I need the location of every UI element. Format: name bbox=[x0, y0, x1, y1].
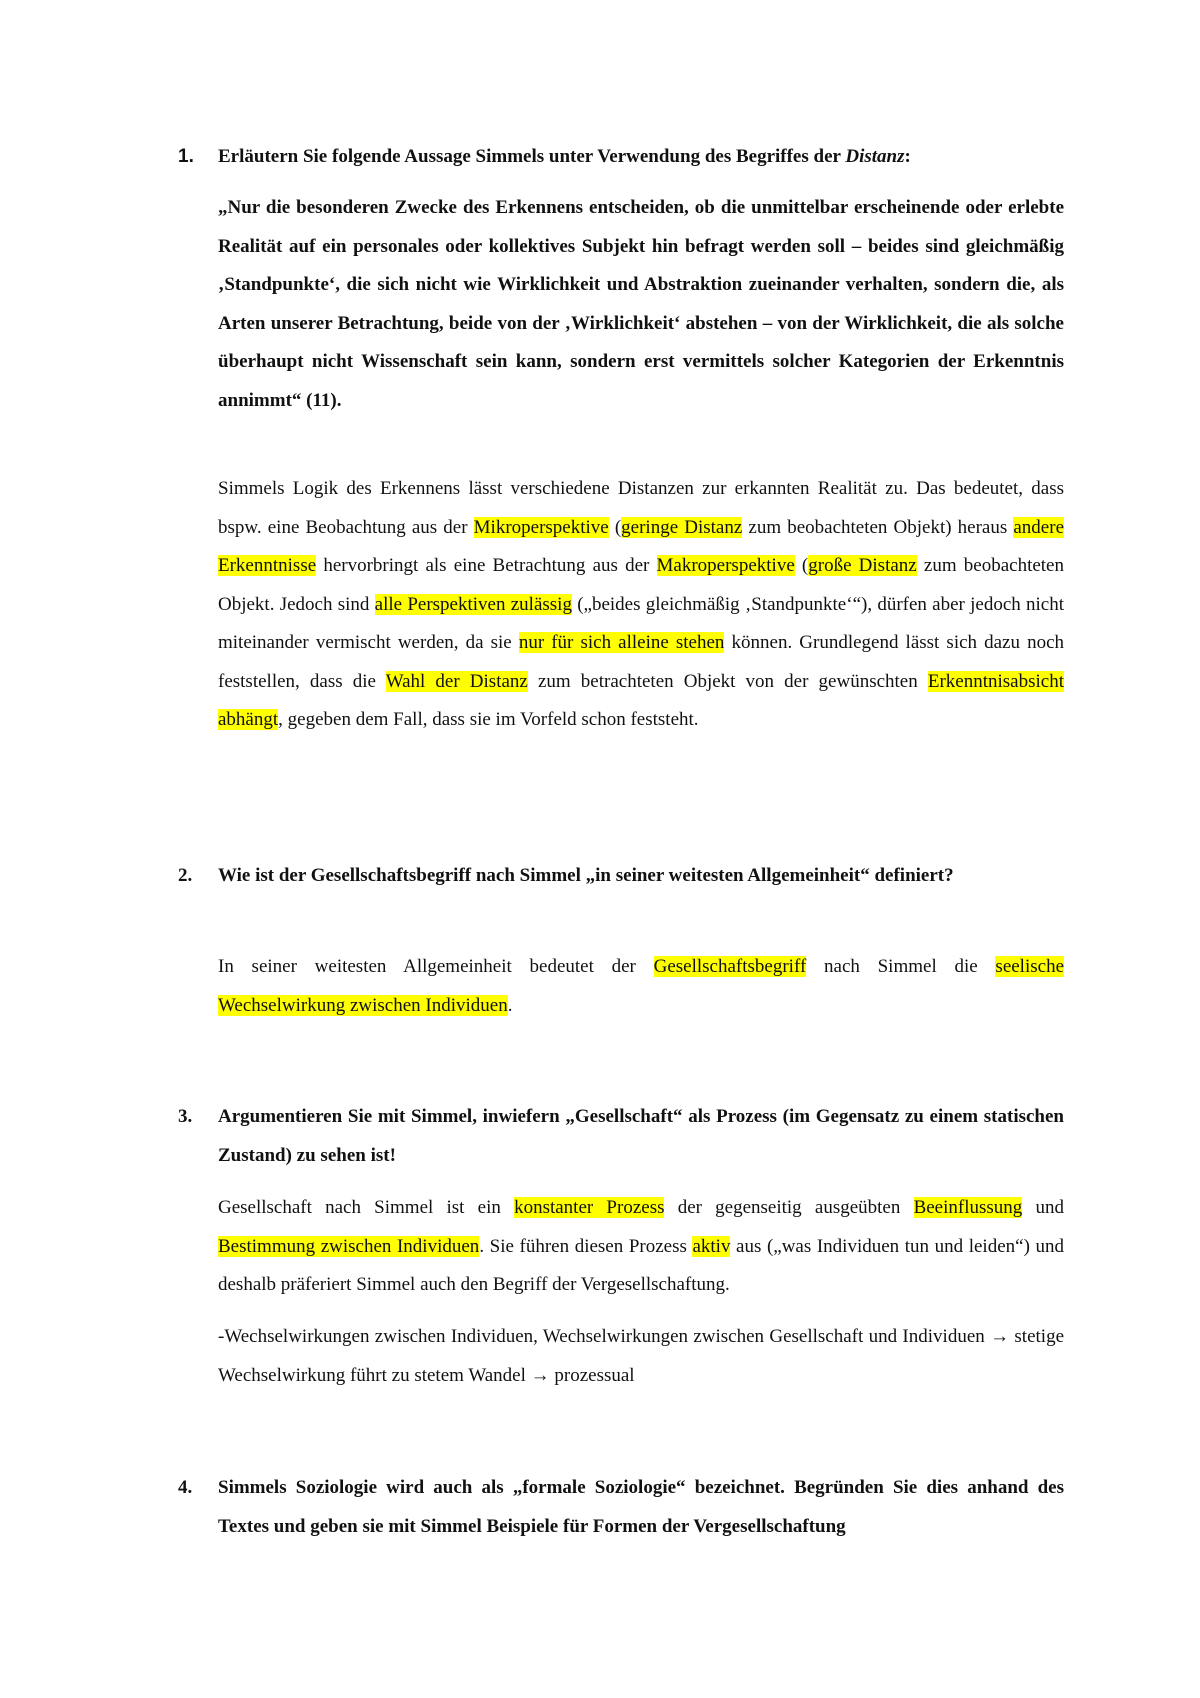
highlight: Gesellschaftsbegriff bbox=[653, 956, 807, 977]
highlight: aktiv bbox=[692, 1235, 731, 1257]
highlight: Makroperspektive bbox=[656, 555, 795, 576]
answer-3: Gesellschaft nach Simmel ist ein konstanter Prozess der gegenseitig ausgeübten Beeinflussung und Bestimmung zwischen Individuen. Sie führen diesen Prozess aktiv aus („was Individuen tun und leiden“) und deshalb präferiert Simmel auch den Begriff der Vergesellschaftung. bbox=[218, 1197, 1065, 1295]
highlight: Erkenntnisabsicht abhängt bbox=[218, 670, 1064, 730]
question-3-text: Argumentieren Sie mit Simmel, inwiefern „Gesellschaft“ als Prozess (im Gegensatz zu einem statischen Zustand) zu sehen ist! bbox=[218, 1106, 1064, 1166]
highlight: alle Perspektiven zulässig bbox=[374, 593, 572, 615]
question-3 bbox=[178, 1097, 1064, 1175]
question-2-text: Wie ist der Gesellschaftsbegriff nach Simmel „in seiner weitesten Allgemeinheit“ definiert? bbox=[218, 865, 954, 886]
highlight: Mikroperspektive bbox=[473, 516, 609, 538]
highlight: große Distanz bbox=[808, 555, 917, 576]
highlight: geringe Distanz bbox=[621, 516, 743, 538]
question-3-number: 3. bbox=[178, 1106, 193, 1127]
question-4-text: Simmels Soziologie wird auch als „formale Soziologie“ bezeichnet. Begründen Sie dies anhand des Textes und geben sie mit Simmel Beispiele für Formen der Vergesellschaftung bbox=[218, 1477, 1064, 1537]
answer-3-note: -Wechselwirkungen zwischen Individuen, Wechselwirkungen zwischen Gesellschaft und Individuen → stetige Wechselwirkung führt zu stetem Wandel → prozessual bbox=[218, 1326, 1064, 1386]
question-1-quote: „Nur die besonderen Zwecke des Erkennens entscheiden, ob die unmittelbar erscheinende oder erlebte Realität auf ein personales oder kollektives Subjekt hin befragt werden soll – beides sind gleichmäßig ‚Standpunkte‘, die sich nicht wie Wirklichkeit und Abstraktion zueinander verhalten, sondern die, als Arten unserer Betrachtung, beide von der ‚Wirklichkeit‘ abstehen – von der Wirklichkeit, die als solche überhaupt nicht Wissenschaft sein kann, sondern erst vermittels solcher Kategorien der Erkenntnis annimmt“ (11). bbox=[218, 197, 1064, 411]
highlight: Bestimmung zwischen Individuen bbox=[218, 1235, 480, 1257]
question-2-number: 2. bbox=[178, 865, 193, 886]
highlight: seelische Wechselwirkung zwischen Individuen bbox=[218, 956, 1064, 1016]
highlight: Wahl der Distanz bbox=[385, 670, 528, 692]
highlight: Beeinflussung bbox=[913, 1197, 1023, 1218]
question-1-text: Erläutern Sie folgende Aussage Simmels unter Verwendung des Begriffes der Distanz: bbox=[218, 146, 911, 167]
question-1-number: 1. bbox=[178, 146, 194, 167]
question-4-number: 4. bbox=[178, 1477, 193, 1498]
question-2 bbox=[178, 856, 1064, 895]
highlight: nur für sich alleine stehen bbox=[518, 632, 725, 653]
question-4 bbox=[178, 1468, 1064, 1546]
highlight: andere Erkenntnisse bbox=[218, 516, 1065, 576]
question-1 bbox=[178, 137, 1064, 176]
answer-2: In seiner weitesten Allgemeinheit bedeutet der Gesellschaftsbegriff nach Simmel die seelische Wechselwirkung zwischen Individuen. bbox=[218, 956, 1064, 1016]
answer-1: Simmels Logik des Erkennens lässt verschiedene Distanzen zur erkannten Realität zu. Das bedeutet, dass bspw. eine Beobachtung aus der Mikroperspektive (geringe Distanz zum beobachteten Objekt) heraus andere Erkenntnisse hervorbringt als eine Betrachtung aus der Makroperspektive (große Distanz zum beobachteten Objekt. Jedoch sind alle Perspektiven zulässig („beides gleichmäßig ‚Standpunkte‘“), dürfen aber jedoch nicht miteinander vermischt werden, da sie nur für sich alleine stehen können. Grundlegend lässt sich dazu noch feststellen, dass die Wahl der Distanz zum betrachteten Objekt von der gewünschten Erkenntnisabsicht abhängt, gegeben dem Fall, dass sie im Vorfeld schon feststeht. bbox=[218, 478, 1065, 730]
highlight: konstanter Prozess bbox=[514, 1197, 665, 1218]
